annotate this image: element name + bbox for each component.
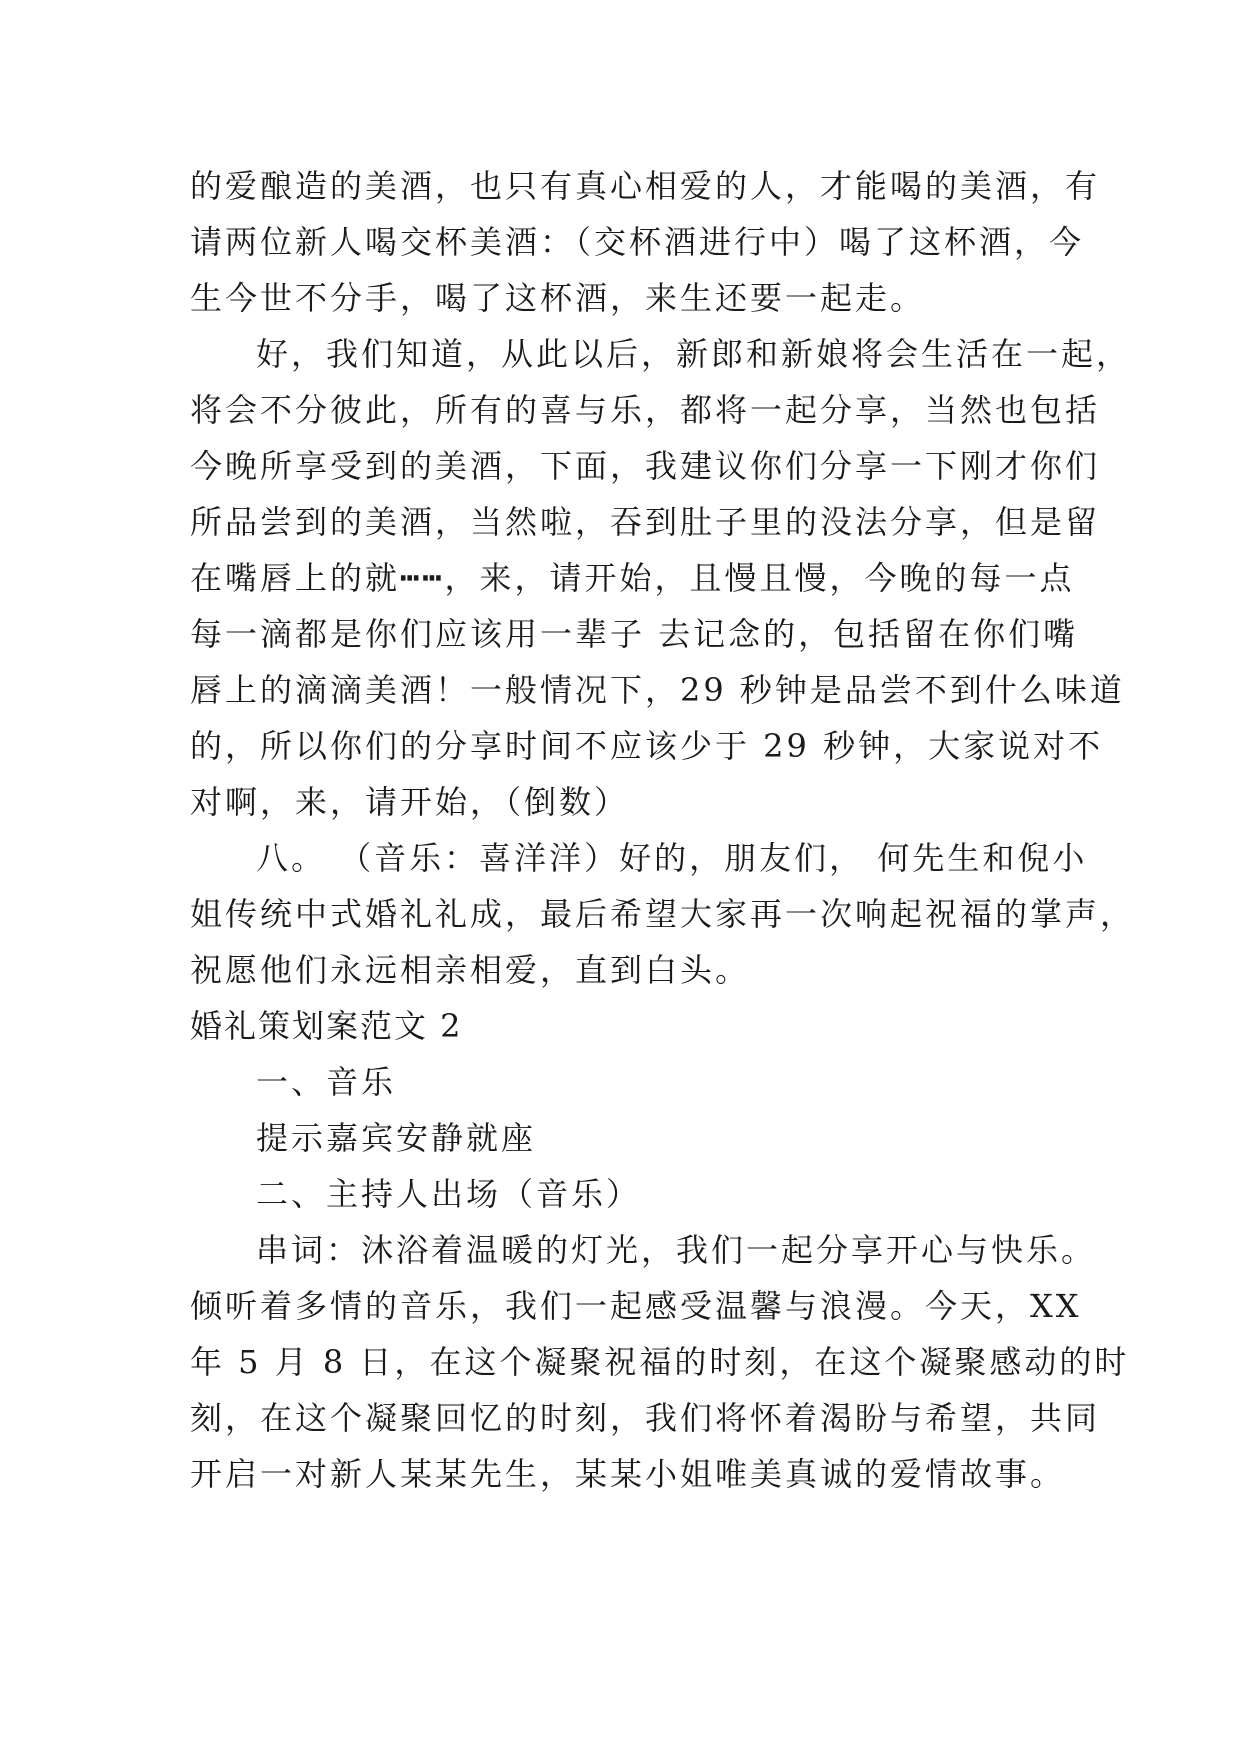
list-item: 二、主持人出场（音乐） (256, 1175, 642, 1213)
paragraph-line: 倾听着多情的音乐，我们一起感受温馨与浪漫。今天，XX (190, 1287, 1082, 1325)
paragraph-line: 好，我们知道，从此以后，新郎和新娘将会生活在一起， (256, 335, 1132, 373)
list-item: 一、音乐 (256, 1063, 397, 1101)
list-item: 提示嘉宾安静就座 (256, 1119, 537, 1157)
section-heading: 婚礼策划案范文 2 (190, 1007, 463, 1045)
paragraph-line: 请两位新人喝交杯美酒：（交杯酒进行中）喝了这杯酒，今 (190, 223, 1085, 261)
paragraph-line: 串词：沐浴着温暖的灯光，我们一起分享开心与快乐。 (256, 1231, 1097, 1269)
paragraph-line: 在嘴唇上的就┅┅，来，请开始，且慢且慢，今晚的每一点 (190, 559, 1075, 597)
paragraph-line: 今晚所享受到的美酒，下面，我建议你们分享一下刚才你们 (190, 447, 1101, 485)
paragraph-line: 将会不分彼此，所有的喜与乐，都将一起分享，当然也包括 (190, 391, 1101, 429)
paragraph-line: 开启一对新人某某先生，某某小姐唯美真诚的爱情故事。 (190, 1455, 1066, 1493)
paragraph-line: 的，所以你们的分享时间不应该少于 29 秒钟，大家说对不 (190, 727, 1104, 765)
paragraph-line: 八。 （音乐：喜洋洋）好的，朋友们， 何先生和倪小 (256, 839, 1088, 877)
paragraph-line: 祝愿他们永远相亲相爱，直到白头。 (190, 951, 751, 989)
paragraph-line: 所品尝到的美酒，当然啦，吞到肚子里的没法分享，但是留 (190, 503, 1101, 541)
paragraph-line: 刻，在这个凝聚回忆的时刻，我们将怀着渴盼与希望，共同 (190, 1399, 1101, 1437)
paragraph-line: 的爱酿造的美酒，也只有真心相爱的人，才能喝的美酒，有 (190, 167, 1101, 205)
paragraph-line: 生今世不分手，喝了这杯酒，来生还要一起走。 (190, 279, 926, 317)
paragraph-line: 年 5 月 8 日，在这个凝聚祝福的时刻，在这个凝聚感动的时 (190, 1343, 1130, 1381)
paragraph-line: 对啊，来，请开始，（倒数） (190, 783, 630, 821)
paragraph-line: 每一滴都是你们应该用一辈子 去记念的，包括留在你们嘴 (190, 615, 1079, 653)
paragraph-line: 唇上的滴滴美酒！一般情况下，29 秒钟是品尝不到什么味道 (190, 671, 1125, 709)
paragraph-line: 姐传统中式婚礼礼成，最后希望大家再一次响起祝福的掌声， (190, 895, 1136, 933)
